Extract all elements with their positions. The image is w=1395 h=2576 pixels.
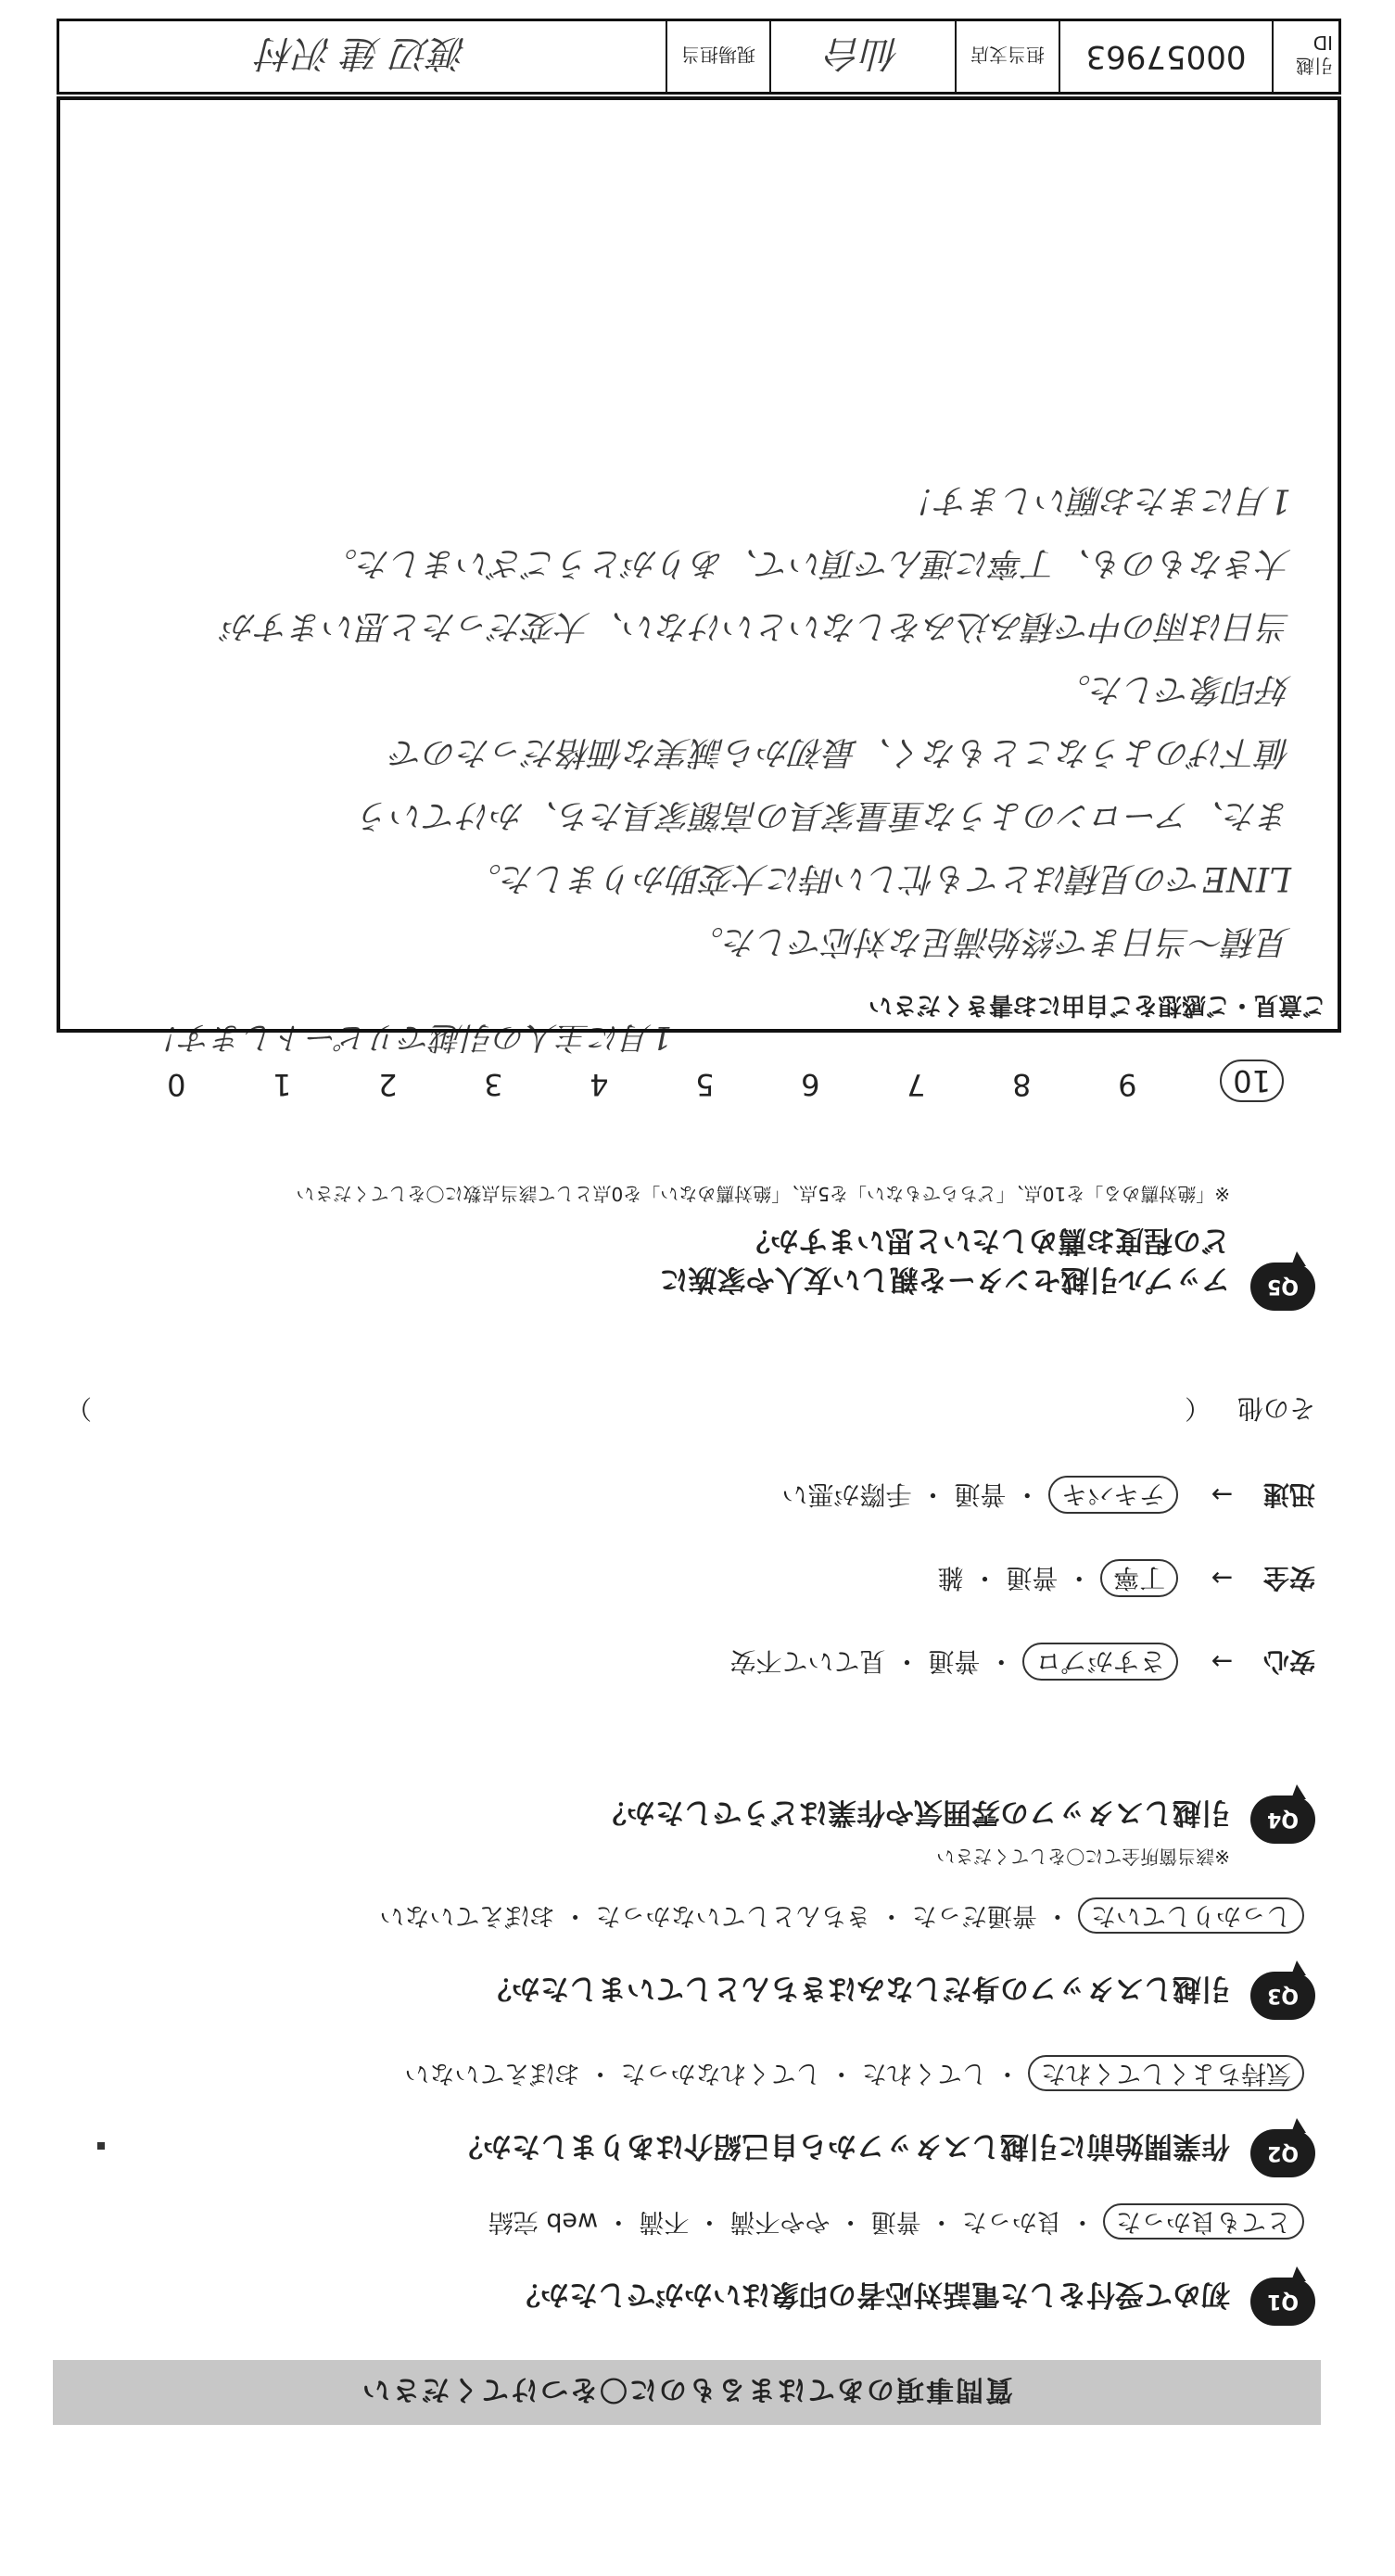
q4-row1-option-2[interactable]: 普通 xyxy=(928,1646,981,1677)
score-0[interactable]: 0 xyxy=(167,1067,186,1102)
q1-option-4[interactable]: やや不満 xyxy=(729,2207,831,2236)
score-6[interactable]: 6 xyxy=(801,1067,820,1102)
score-5[interactable]: 5 xyxy=(695,1067,715,1102)
comment-line: 見積〜当日まで終始満足な対応でした。 xyxy=(690,922,1291,960)
q4-row-anzen: 安全 → 丁寧 ・ 普通 ・ 雑 xyxy=(938,1561,1315,1598)
q5-badge: Q5 xyxy=(1250,1263,1315,1311)
q3-options: しっかりしていた ・ 普通だった ・ きちんとしていなかった ・ おぼえていない xyxy=(379,1900,1304,1936)
q4-question: 引越しスタッフの雰囲気や作業はどうでしたか？ xyxy=(598,1796,1230,1829)
q2-option-4[interactable]: おぼえていない xyxy=(404,2059,580,2087)
q4-row2-option-3[interactable]: 雑 xyxy=(937,1563,964,1593)
q4-row1-option-1[interactable]: さすがプロ xyxy=(1022,1643,1178,1681)
q4-badge: Q4 xyxy=(1250,1796,1315,1844)
q4-row-label: 安全 xyxy=(1262,1563,1315,1593)
q1-option-6[interactable]: web 完結 xyxy=(488,2207,599,2236)
q1-option-3[interactable]: 普通 xyxy=(870,2207,921,2236)
q5-score-scale xyxy=(163,1060,1284,1102)
comment-line: 1月にまたお願いします！ xyxy=(903,481,1291,519)
q4-row3-option-1[interactable]: テキパキ xyxy=(1048,1476,1178,1514)
info-bar xyxy=(57,19,1341,95)
instruction-header: 質問事項のあてはまるものに〇をつけてください xyxy=(53,2360,1321,2425)
q5-question-line1: アップル引越センターを親しい友人や家族に xyxy=(659,1263,1230,1296)
q4-row1-option-3[interactable]: 見ていて不安 xyxy=(729,1646,886,1677)
q4-row3-option-3[interactable]: 手際が悪い xyxy=(781,1479,912,1510)
score-8[interactable]: 8 xyxy=(1012,1067,1032,1102)
q4-row-jinsoku: 迅速 → テキパキ ・ 普通 ・ 手際が悪い xyxy=(782,1478,1315,1515)
score-7[interactable]: 7 xyxy=(907,1067,926,1102)
q4-note: ※該当箇所全てに〇をしてください xyxy=(936,1846,1230,1868)
q2-badge: Q2 xyxy=(1250,2129,1315,2177)
q3-option-3[interactable]: きちんとしていなかった xyxy=(595,1901,871,1930)
q4-other-open: （ xyxy=(1185,1393,1211,1424)
leader-label: 現場担当 xyxy=(666,21,769,92)
q1-option-2[interactable]: 良かった xyxy=(961,2207,1062,2236)
q4-row2-option-2[interactable]: 普通 xyxy=(1006,1563,1059,1593)
arrow-right-icon: → xyxy=(1211,1563,1234,1593)
score-4[interactable]: 4 xyxy=(590,1067,609,1102)
q1-badge: Q1 xyxy=(1250,2278,1315,2326)
registration-mark xyxy=(97,2142,105,2150)
branch-label: 担当支店 xyxy=(955,21,1059,92)
q4-row-label: 迅速 xyxy=(1262,1479,1315,1510)
q2-option-1[interactable]: 気持ちよくしてくれた xyxy=(1028,2055,1304,2091)
q4-other-close: ） xyxy=(65,1393,92,1424)
q5-handwritten-note: 1月に主人の引越でリピートします！ xyxy=(148,1019,672,1056)
arrow-right-icon: → xyxy=(1211,1479,1234,1510)
q1-options: とても良かった ・ 良かった ・ 普通 ・ やや不満 ・ 不満 ・ web 完結 xyxy=(488,2206,1304,2242)
q5-question-line2: どの程度お薦めしたいと思いますか？ xyxy=(742,1224,1230,1257)
comments-box[interactable] xyxy=(57,96,1341,1033)
score-1[interactable]: 1 xyxy=(273,1067,292,1102)
comment-line: 好印象でした。 xyxy=(1057,670,1291,708)
comment-line: 大きなものも、丁寧に運んで頂いて、ありがとうございました。 xyxy=(323,544,1291,582)
comment-line: 当日は雨の中で積み込みをしないといけない、大変だったと思いますが xyxy=(222,607,1291,645)
score-2[interactable]: 2 xyxy=(378,1067,398,1102)
q4-row2-option-1[interactable]: 丁寧 xyxy=(1100,1559,1178,1597)
comment-line: 値下げのようなこともなく、最初から誠実な価格だったので xyxy=(390,733,1291,771)
q2-question: 作業開始前に引越しスタッフから自己紹介はありましたか？ xyxy=(454,2129,1230,2163)
comments-label: ご意見・ご感想をご自由にお書きください xyxy=(868,991,1326,1020)
moving-id-value[interactable]: 00057963 xyxy=(1059,21,1272,92)
q1-option-5[interactable]: 不満 xyxy=(639,2207,690,2236)
q3-question: 引越しスタッフの身だしなみはきちんとしていましたか？ xyxy=(483,1972,1230,2005)
q4-row-label: 安心 xyxy=(1262,1646,1315,1677)
q3-badge: Q3 xyxy=(1250,1972,1315,2020)
q3-option-4[interactable]: おぼえていない xyxy=(379,1901,555,1930)
q1-option-1[interactable]: とても良かった xyxy=(1103,2203,1304,2240)
q1-question: 初めて受付をした電話対応者の印象はいかがでしたか？ xyxy=(512,2278,1230,2311)
comment-line: また、アーロンのような重量家具の高額家具たち、かけていう xyxy=(358,796,1291,834)
q4-other-label: その他 xyxy=(1236,1393,1315,1424)
q3-option-2[interactable]: 普通だった xyxy=(911,1901,1037,1930)
q2-option-2[interactable]: してくれた xyxy=(861,2059,987,2087)
q4-row3-option-2[interactable]: 普通 xyxy=(954,1479,1007,1510)
arrow-right-icon: → xyxy=(1211,1646,1234,1677)
q5-note: ※「絶対薦める」を10点、「どちらでもない」を5点、「絶対薦めない」を0点として該当点数に〇をしてください xyxy=(296,1183,1230,1205)
score-3[interactable]: 3 xyxy=(484,1067,503,1102)
branch-value[interactable]: 仙台 xyxy=(769,21,955,92)
score-9[interactable]: 9 xyxy=(1118,1067,1137,1102)
q2-options: 気持ちよくしてくれた ・ してくれた ・ してくれなかった ・ おぼえていない xyxy=(404,2058,1304,2094)
score-10[interactable]: 10 xyxy=(1220,1060,1284,1102)
q3-option-1[interactable]: しっかりしていた xyxy=(1078,1897,1304,1934)
leader-value[interactable]: 渡辺 建 沢村 xyxy=(258,32,467,75)
moving-id-label: 引越ID xyxy=(1272,21,1338,92)
q4-row-anshin: 安心 → さすがプロ ・ 普通 ・ 見ていて不安 xyxy=(730,1644,1315,1681)
q4-other-row xyxy=(65,1391,1315,1428)
q2-option-3[interactable]: してくれなかった xyxy=(620,2059,821,2087)
comment-line: LINEでの見積はとても忙しい時に大変助かりました。 xyxy=(468,859,1291,897)
